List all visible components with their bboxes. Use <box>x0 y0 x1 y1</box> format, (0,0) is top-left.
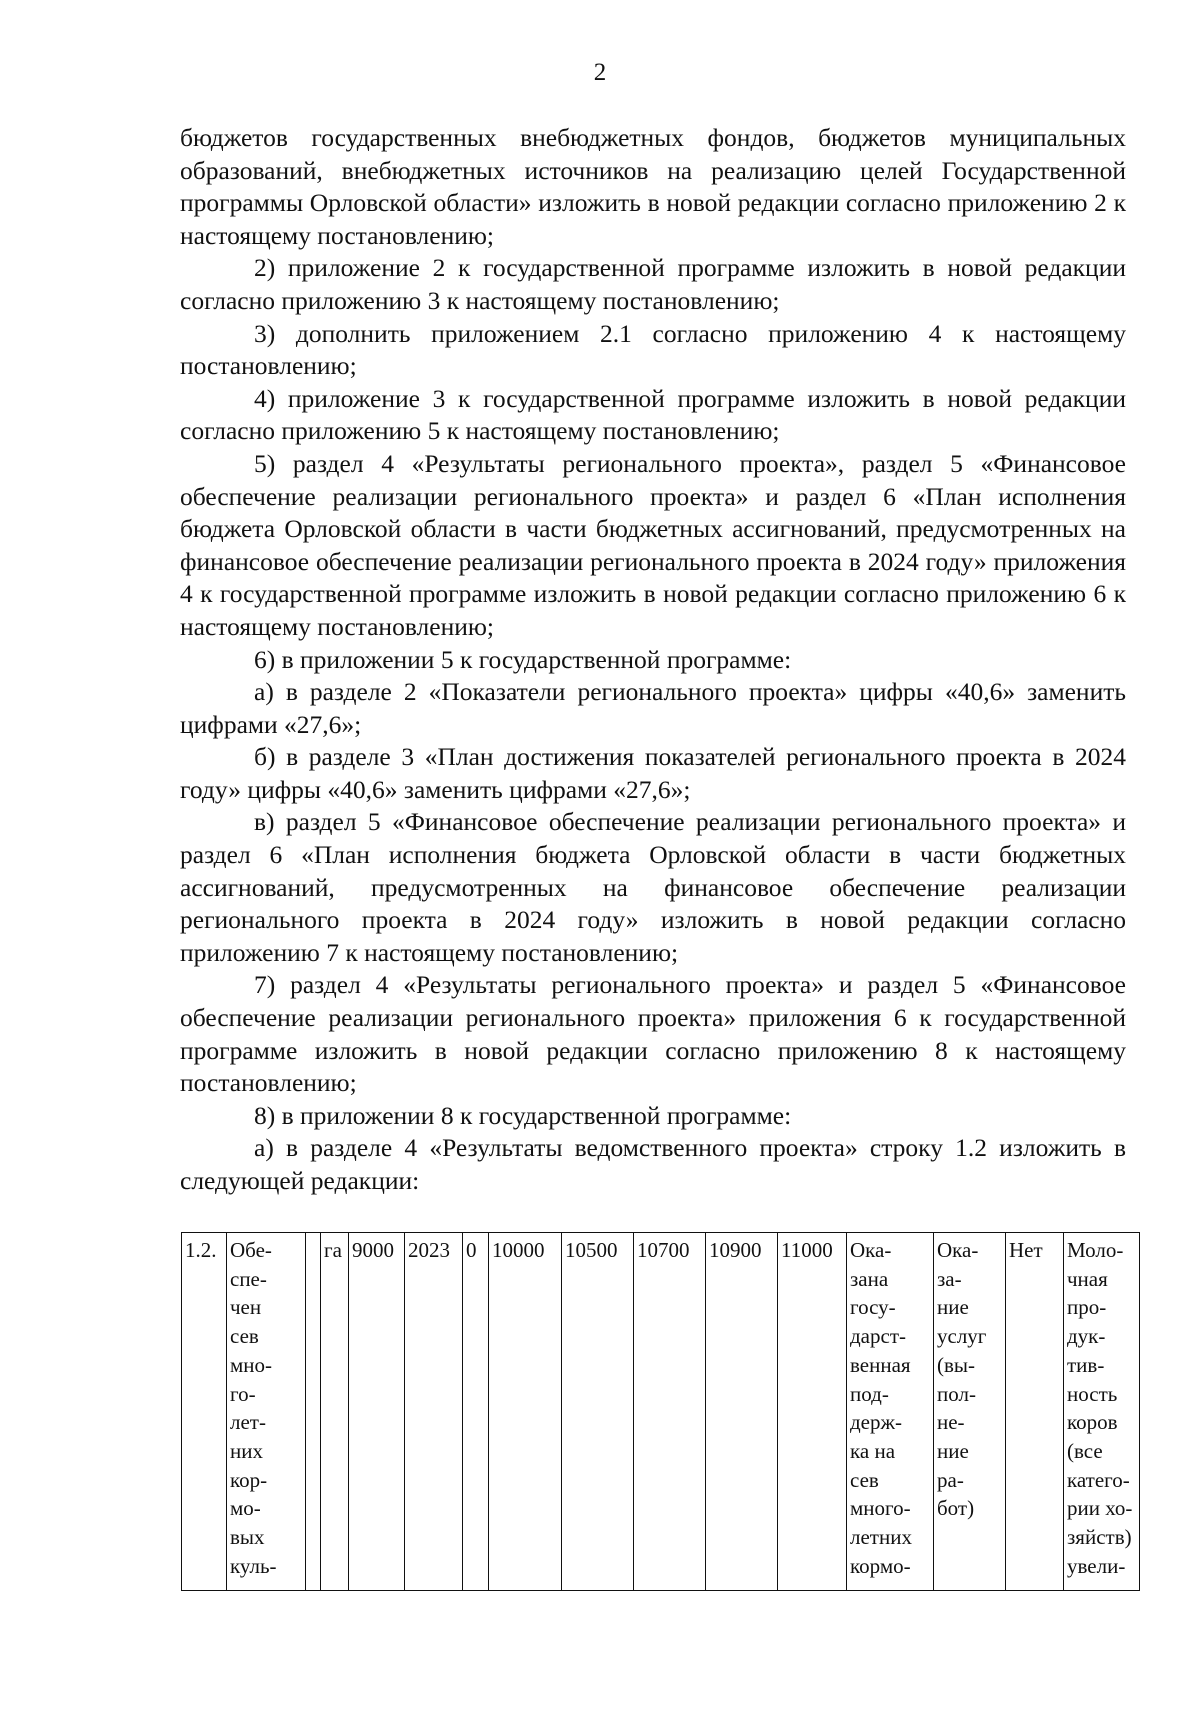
cell-description-text: Ока- зана госу- дарст- венная под- держ- ка на сев много- летних кормо- <box>850 1238 912 1578</box>
cell-number <box>182 1233 227 1591</box>
cell-no-text: Нет <box>1009 1238 1043 1262</box>
cell-empty <box>306 1233 321 1591</box>
cell-base-year-text: 2023 <box>408 1238 450 1262</box>
cell-type <box>934 1233 1006 1591</box>
cell-result-name-text: Обе- спе- чен сев мно- го- лет- них кор- мо- вых куль- <box>230 1238 277 1578</box>
cell-value-10900-text: 10900 <box>709 1238 762 1262</box>
cell-type-text: Ока- за- ние услуг (вы- пол- не- ние ра- бот) <box>937 1238 987 1521</box>
cell-base-value <box>349 1233 405 1591</box>
cell-value-zero <box>463 1233 489 1591</box>
paragraph-4: 4) приложение 3 к государственной программе изложить в новой редакции согласно приложению 5 к настоящему постановлению; <box>180 383 1126 446</box>
cell-description <box>847 1233 934 1591</box>
cell-linked-indicator-text: Моло- чная про- дук- тив- ность коров (все катего- рии хо- зяйств) увели- <box>1067 1238 1133 1578</box>
results-table <box>181 1232 1140 1591</box>
paragraph-1: бюджетов государственных внебюджетных фондов, бюджетов муниципальных образований, внебюджетных источников на реализацию целей Государственной программы Орловской области» изложить в новой редакции согласно приложению 2 к настоящему постановлению; <box>180 123 1126 250</box>
cell-unit <box>321 1233 349 1591</box>
table-row <box>182 1233 1140 1591</box>
cell-base-year <box>405 1233 463 1591</box>
document-body <box>180 122 1126 1198</box>
cell-value-10700-text: 10700 <box>637 1238 690 1262</box>
cell-base-value-text: 9000 <box>352 1238 394 1262</box>
cell-value-10700 <box>634 1233 706 1591</box>
cell-linked-indicator <box>1064 1233 1140 1591</box>
cell-value-zero-text: 0 <box>466 1238 477 1262</box>
paragraph-5: 5) раздел 4 «Результаты регионального проекта», раздел 5 «Финансовое обеспечение реализации регионального проекта» и раздел 6 «План исполнения бюджета Орловской области в части бюджетных ассигнований, предусмотренных на финансовое обеспечение реализации регионального проекта в 2024 году» приложения 4 к государственной программе изложить в новой редакции согласно приложению 6 к настоящему постановлению; <box>180 448 1126 641</box>
paragraph-3: 3) дополнить приложением 2.1 согласно приложению 4 к настоящему постановлению; <box>180 318 1126 381</box>
paragraph-6: 6) в приложении 5 к государственной программе: <box>254 644 792 674</box>
cell-value-10500-text: 10500 <box>565 1238 618 1262</box>
cell-result-name <box>227 1233 306 1591</box>
paragraph-10: 7) раздел 4 «Результаты регионального проекта» и раздел 5 «Финансовое обеспечение реализации регионального проекта» приложения 6 к государственной программе изложить в новой редакции согласно приложению 8 к настоящему постановлению; <box>180 970 1126 1098</box>
cell-value-10000-text: 10000 <box>492 1238 545 1262</box>
paragraph-8: б) в разделе 3 «План достижения показателей регионального проекта в 2024 году» цифры «40,6» заменить цифрами «27,6»; <box>180 742 1126 804</box>
page-number: 2 <box>593 59 607 86</box>
cell-value-11000-text: 11000 <box>781 1238 833 1262</box>
paragraph-2: 2) приложение 2 к государственной программе изложить в новой редакции согласно приложению 3 к настоящему постановлению; <box>180 253 1126 315</box>
cell-value-10500 <box>562 1233 634 1591</box>
cell-number-text: 1.2. <box>185 1238 217 1262</box>
paragraph-9: в) раздел 5 «Финансовое обеспечение реализации регионального проекта» и раздел 6 «План исполнения бюджета Орловской области в части бюджетных ассигнований, предусмотренных на финансовое обеспечение реализации регионального проекта в 2024 году» изложить в новой редакции согласно приложению 7 к настоящему постановлению; <box>180 807 1126 967</box>
cell-unit-text: га <box>324 1238 342 1262</box>
paragraph-7: а) в разделе 2 «Показатели регионального проекта» цифры «40,6» заменить цифрами «27,6»; <box>180 677 1126 739</box>
paragraph-12: а) в разделе 4 «Результаты ведомственного проекта» строку 1.2 изложить в следующей редакции: <box>180 1133 1126 1195</box>
cell-value-10900 <box>706 1233 778 1591</box>
cell-value-10000 <box>489 1233 562 1591</box>
cell-value-11000 <box>778 1233 847 1591</box>
cell-no <box>1006 1233 1064 1591</box>
paragraph-11: 8) в приложении 8 к государственной программе: <box>254 1100 792 1130</box>
